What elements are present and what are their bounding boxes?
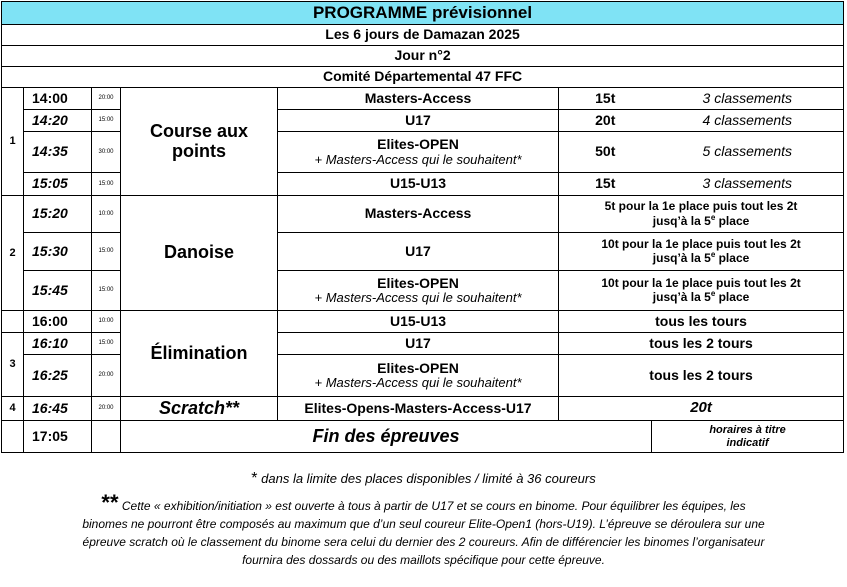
- duration: 10:00: [92, 311, 121, 333]
- session-number: 4: [2, 397, 24, 421]
- duration: 15:00: [92, 271, 121, 311]
- duration: 15:00: [92, 173, 121, 196]
- day-number: Jour n°2: [2, 46, 844, 67]
- category-main: Elites-OPEN: [377, 136, 459, 153]
- schedule-note-line-1: horaires à titre: [709, 424, 786, 437]
- start-time: 16:10: [24, 333, 92, 355]
- start-time: 15:20: [24, 196, 92, 233]
- laps-line-2: jusq’à la 5: [652, 251, 711, 265]
- classifications: 3 classements: [652, 173, 844, 196]
- laps: [559, 271, 844, 311]
- session-number: 1: [2, 88, 24, 196]
- start-time: 14:35: [24, 132, 92, 173]
- start-time: 15:05: [24, 173, 92, 196]
- start-time: 14:00: [24, 88, 92, 110]
- category: U17: [278, 110, 559, 132]
- session-number: 3: [2, 333, 24, 397]
- start-time: 14:20: [24, 110, 92, 132]
- laps: tous les tours: [559, 311, 844, 333]
- laps-line-2: jusq’à la 5: [652, 290, 711, 304]
- table-row: [2, 421, 844, 453]
- classifications: 3 classements: [652, 88, 844, 110]
- start-time: 15:30: [24, 233, 92, 271]
- laps: [559, 196, 844, 233]
- table-row: [2, 397, 844, 421]
- organizer: Comité Départemental 47 FFC: [2, 67, 844, 88]
- table-row: [2, 311, 844, 333]
- laps-superscript: e: [710, 289, 716, 298]
- category: U17: [278, 233, 559, 271]
- classifications: 4 classements: [652, 110, 844, 132]
- duration: 15:00: [92, 110, 121, 132]
- category: U15-U13: [278, 311, 559, 333]
- duration: 15:00: [92, 333, 121, 355]
- laps-line-2-end: place: [715, 251, 750, 265]
- session-number-empty: [2, 421, 24, 453]
- schedule-note-line-2: indicatif: [726, 436, 769, 449]
- laps-line-2-end: place: [715, 213, 750, 228]
- duration: 20:00: [92, 355, 121, 397]
- footnote-line: épreuve scratch où le classement du binome sera celui du dernier des 2 coureurs. Afin de différencier les binomes l’organisateur: [82, 535, 765, 549]
- start-time: 16:25: [24, 355, 92, 397]
- laps: tous les 2 tours: [559, 333, 844, 355]
- session-number-empty: [2, 311, 24, 333]
- duration: 10:00: [92, 196, 121, 233]
- start-time: 16:00: [24, 311, 92, 333]
- session-number: 2: [2, 196, 24, 311]
- event-type: Course aux points: [121, 88, 278, 196]
- duration: 20:00: [92, 88, 121, 110]
- footnote-star: *: [251, 470, 258, 487]
- category: [278, 355, 559, 397]
- category-main: Elites-OPEN: [377, 274, 459, 291]
- category-main: Elites-OPEN: [377, 359, 459, 376]
- duration: 15:00: [92, 233, 121, 271]
- category-note: + Masters-Access qui le souhaitent*: [314, 151, 522, 167]
- end-time: 17:05: [24, 421, 92, 453]
- laps-line-1: 5t pour la 1e place puis tout les 2t: [604, 199, 798, 214]
- start-time: 16:45: [24, 397, 92, 421]
- laps: [559, 233, 844, 271]
- laps: 20t: [559, 397, 844, 421]
- laps-line-1: 10t pour la 1e place puis tout les 2t: [601, 236, 801, 251]
- footnote-line: fournira des dossards ou des maillots spécifique pour cette épreuve.: [242, 553, 605, 567]
- laps: 15t: [559, 173, 652, 196]
- laps-superscript: e: [710, 212, 716, 222]
- program-table: [1, 1, 844, 453]
- laps: 15t: [559, 88, 652, 110]
- schedule-note: [652, 421, 844, 453]
- category: [278, 132, 559, 173]
- laps-superscript: e: [710, 250, 716, 259]
- laps-line-2: jusq’à la 5: [652, 213, 711, 228]
- table-row: [2, 88, 844, 110]
- end-label: Fin des épreuves: [121, 421, 652, 453]
- duration: 30:00: [92, 132, 121, 173]
- footnote-places: [0, 470, 847, 488]
- footnote-scratch: [4, 490, 843, 569]
- start-time: 15:45: [24, 271, 92, 311]
- category: [278, 271, 559, 311]
- footnote-text: dans la limite des places disponibles / limité à 36 coureurs: [257, 471, 596, 486]
- category: Elites-Opens-Masters-Access-U17: [278, 397, 559, 421]
- category-note: + Masters-Access qui le souhaitent*: [314, 375, 522, 391]
- category: Masters-Access: [278, 88, 559, 110]
- footnote-line: binomes ne pourront être composés au maximum que d’un seul coureur Elite-Open1 (hors-U19). L’épreuve se déroulera sur une: [82, 517, 765, 531]
- laps: 20t: [559, 110, 652, 132]
- page-title: PROGRAMME prévisionnel: [2, 2, 844, 25]
- category-note: + Masters-Access qui le souhaitent*: [314, 290, 522, 306]
- duration: 20:00: [92, 397, 121, 421]
- category: U17: [278, 333, 559, 355]
- category: Masters-Access: [278, 196, 559, 233]
- laps: 50t: [559, 132, 652, 173]
- event-type: Danoise: [121, 196, 278, 311]
- footnote-line: Cette « exhibition/initiation » est ouverte à tous à partir de U17 et se cours en binome. Pour équilibrer les équipes, les: [118, 499, 746, 513]
- classifications: 5 classements: [652, 132, 844, 173]
- event-name: Les 6 jours de Damazan 2025: [2, 25, 844, 46]
- table-row: [2, 196, 844, 233]
- laps-line-1: 10t pour la 1e place puis tout les 2t: [601, 275, 801, 290]
- footnote-double-star: **: [101, 490, 119, 515]
- duration-empty: [92, 421, 121, 453]
- laps-line-2-end: place: [715, 290, 750, 304]
- laps: tous les 2 tours: [559, 355, 844, 397]
- event-type: Scratch**: [121, 397, 278, 421]
- category: U15-U13: [278, 173, 559, 196]
- event-type: Élimination: [121, 311, 278, 397]
